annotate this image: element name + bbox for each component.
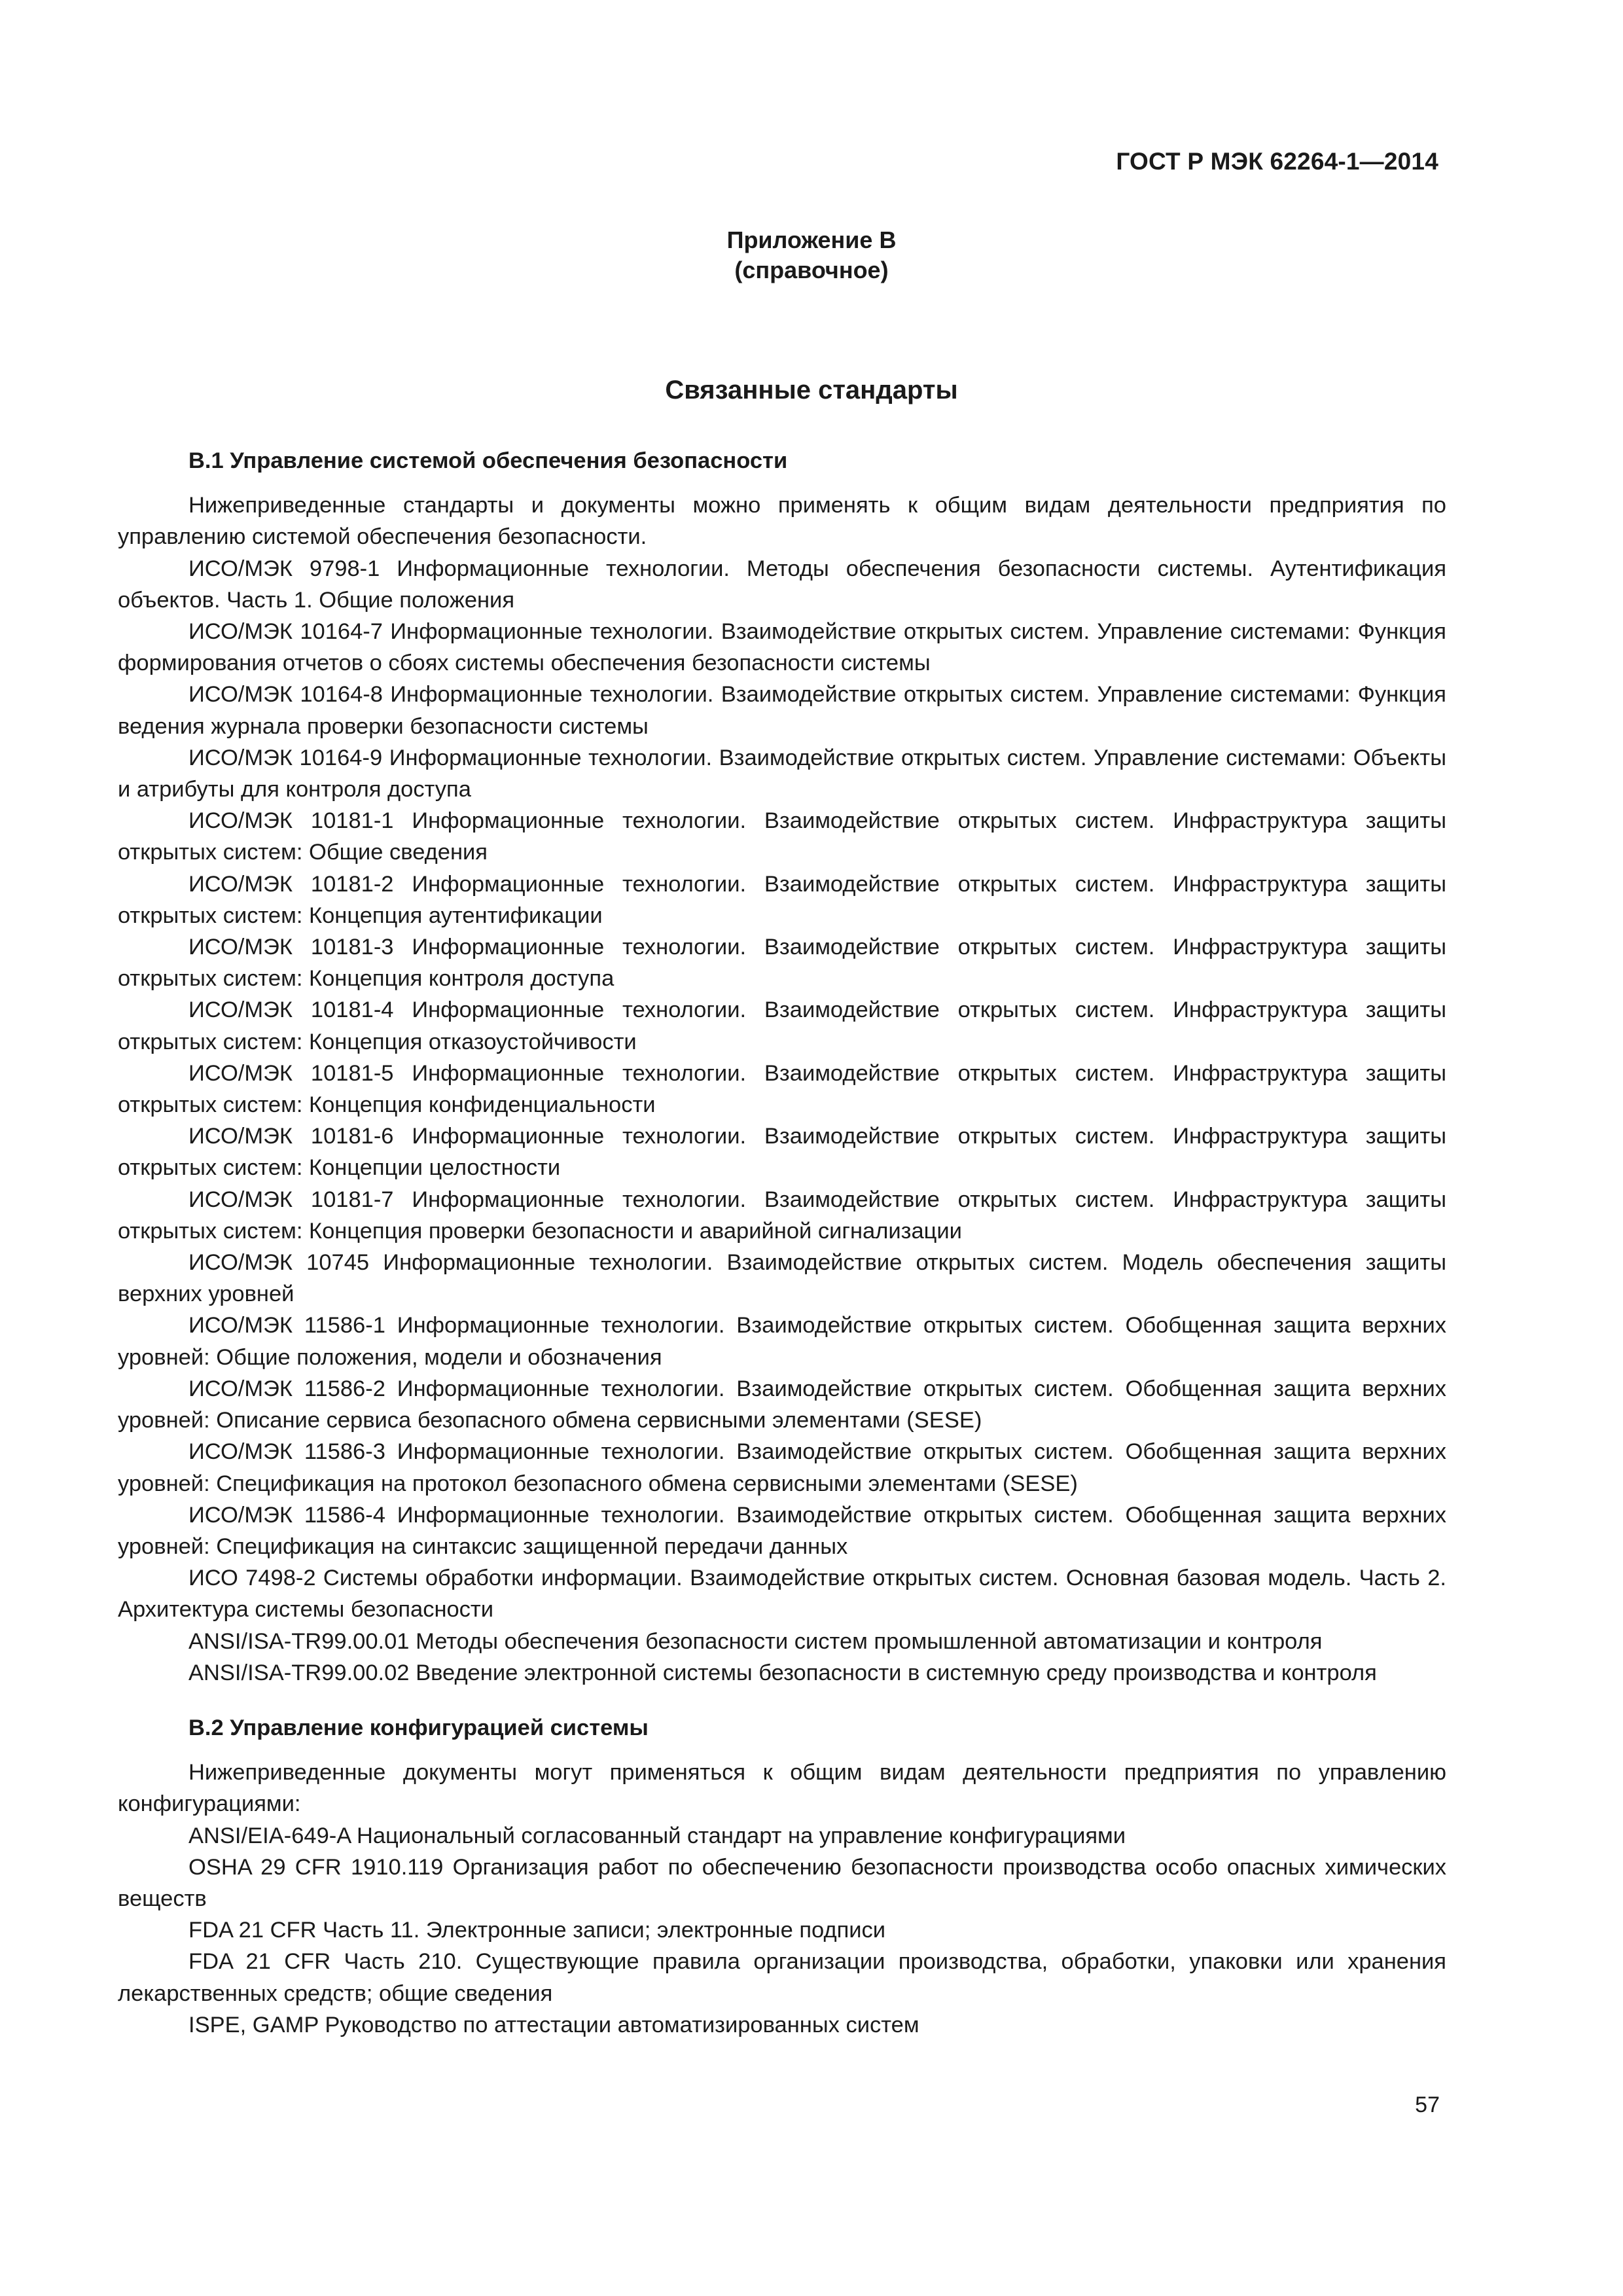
- section-heading: В.2 Управление конфигурацией системы: [188, 1715, 649, 1740]
- page-number: 57: [1415, 2092, 1440, 2117]
- reference-entry: ИСО/МЭК 10164-9 Информационные технологии. Взаимодействие открытых систем. Управление системами: Объекты и атрибуты для контроля доступа: [118, 745, 1446, 802]
- reference-entry: ИСО/МЭК 10164-8 Информационные технологии. Взаимодействие открытых систем. Управление системами: Функция ведения журнала проверки безопасности системы: [118, 682, 1446, 739]
- reference-entry: ИСО/МЭК 11586-3 Информационные технологии. Взаимодействие открытых систем. Обобщенная защита верхних уровней: Спецификация на протокол безопасного обмена сервисными элементами (SESE): [118, 1439, 1446, 1496]
- reference-entry: FDA 21 CFR Часть 210. Существующие правила организации производства, обработки, упаковки или хранения лекарственных средств; общие сведения: [118, 1949, 1446, 2006]
- paragraph: Нижеприведенные документы могут применяться к общим видам деятельности предприятия по управлению конфигурациями:: [118, 1760, 1446, 1817]
- reference-entry: ANSI/ISA-TR99.00.02 Введение электронной системы безопасности в системную среду производства и контроля: [188, 1660, 1377, 1685]
- reference-entry: ИСО/МЭК 11586-2 Информационные технологии. Взаимодействие открытых систем. Обобщенная защита верхних уровней: Описание сервиса безопасного обмена сервисными элементами (SESE): [118, 1376, 1446, 1433]
- reference-entry: ИСО/МЭК 11586-4 Информационные технологии. Взаимодействие открытых систем. Обобщенная защита верхних уровней: Спецификация на синтаксис защищенной передачи данных: [118, 1502, 1446, 1559]
- reference-entry: ИСО/МЭК 10181-3 Информационные технологии. Взаимодействие открытых систем. Инфраструктура защиты открытых систем: Концепция контроля доступа: [118, 935, 1446, 992]
- document-body: [118, 445, 1446, 2041]
- reference-entry: ISPE, GAMP Руководство по аттестации автоматизированных систем: [188, 2012, 919, 2037]
- reference-entry: ИСО/МЭК 10181-2 Информационные технологии. Взаимодействие открытых систем. Инфраструктура защиты открытых систем: Концепция аутентификации: [118, 871, 1446, 928]
- annex-heading: [0, 225, 1623, 285]
- reference-entry: ИСО/МЭК 10181-5 Информационные технологии. Взаимодействие открытых систем. Инфраструктура защиты открытых систем: Концепция конфиденциальности: [118, 1060, 1446, 1118]
- reference-entry: ANSI/EIA-649-A Национальный согласованный стандарт на управление конфигурациями: [188, 1823, 1126, 1848]
- reference-entry: ИСО/МЭК 11586-1 Информационные технологии. Взаимодействие открытых систем. Обобщенная защита верхних уровней: Общие положения, модели и обозначения: [118, 1313, 1446, 1370]
- reference-entry: ANSI/ISA-TR99.00.01 Методы обеспечения безопасности систем промышленной автоматизации и контроля: [188, 1628, 1323, 1654]
- reference-entry: ИСО/МЭК 10181-1 Информационные технологии. Взаимодействие открытых систем. Инфраструктура защиты открытых систем: Общие сведения: [118, 808, 1446, 865]
- reference-entry: ИСО/МЭК 10164-7 Информационные технологии. Взаимодействие открытых систем. Управление системами: Функция формирования отчетов о сбоях системы обеспечения безопасности системы: [118, 619, 1446, 676]
- section-heading: В.1 Управление системой обеспечения безопасности: [188, 448, 788, 473]
- annex-kind: (справочное): [734, 257, 889, 283]
- annex-title: Связанные стандарты: [665, 376, 958, 404]
- reference-entry: ИСО/МЭК 10181-6 Информационные технологии. Взаимодействие открытых систем. Инфраструктура защиты открытых систем: Концепции целостности: [118, 1124, 1446, 1181]
- reference-entry: FDA 21 CFR Часть 11. Электронные записи; электронные подписи: [188, 1918, 886, 1943]
- reference-entry: ИСО/МЭК 9798-1 Информационные технологии. Методы обеспечения безопасности системы. Аутентификация объектов. Часть 1. Общие положения: [118, 556, 1446, 613]
- reference-entry: ИСО/МЭК 10745 Информационные технологии. Взаимодействие открытых систем. Модель обеспечения защиты верхних уровней: [118, 1250, 1446, 1307]
- reference-entry: ИСО/МЭК 10181-7 Информационные технологии. Взаимодействие открытых систем. Инфраструктура защиты открытых систем: Концепция проверки безопасности и аварийной сигнализации: [118, 1187, 1446, 1244]
- reference-entry: OSHA 29 CFR 1910.119 Организация работ по обеспечению безопасности производства особо опасных химических веществ: [118, 1854, 1446, 1911]
- annex-label: Приложение В: [726, 226, 897, 253]
- reference-entry: ИСО/МЭК 10181-4 Информационные технологии. Взаимодействие открытых систем. Инфраструктура защиты открытых систем: Концепция отказоустойчивости: [118, 997, 1446, 1054]
- reference-entry: ИСО 7498-2 Системы обработки информации. Взаимодействие открытых систем. Основная базовая модель. Часть 2. Архитектура системы безопасности: [118, 1566, 1446, 1623]
- paragraph: Нижеприведенные стандарты и документы можно применять к общим видам деятельности предприятия по управлению системой обеспечения безопасности.: [118, 493, 1446, 550]
- document-code: ГОСТ Р МЭК 62264-1—2014: [1116, 148, 1438, 175]
